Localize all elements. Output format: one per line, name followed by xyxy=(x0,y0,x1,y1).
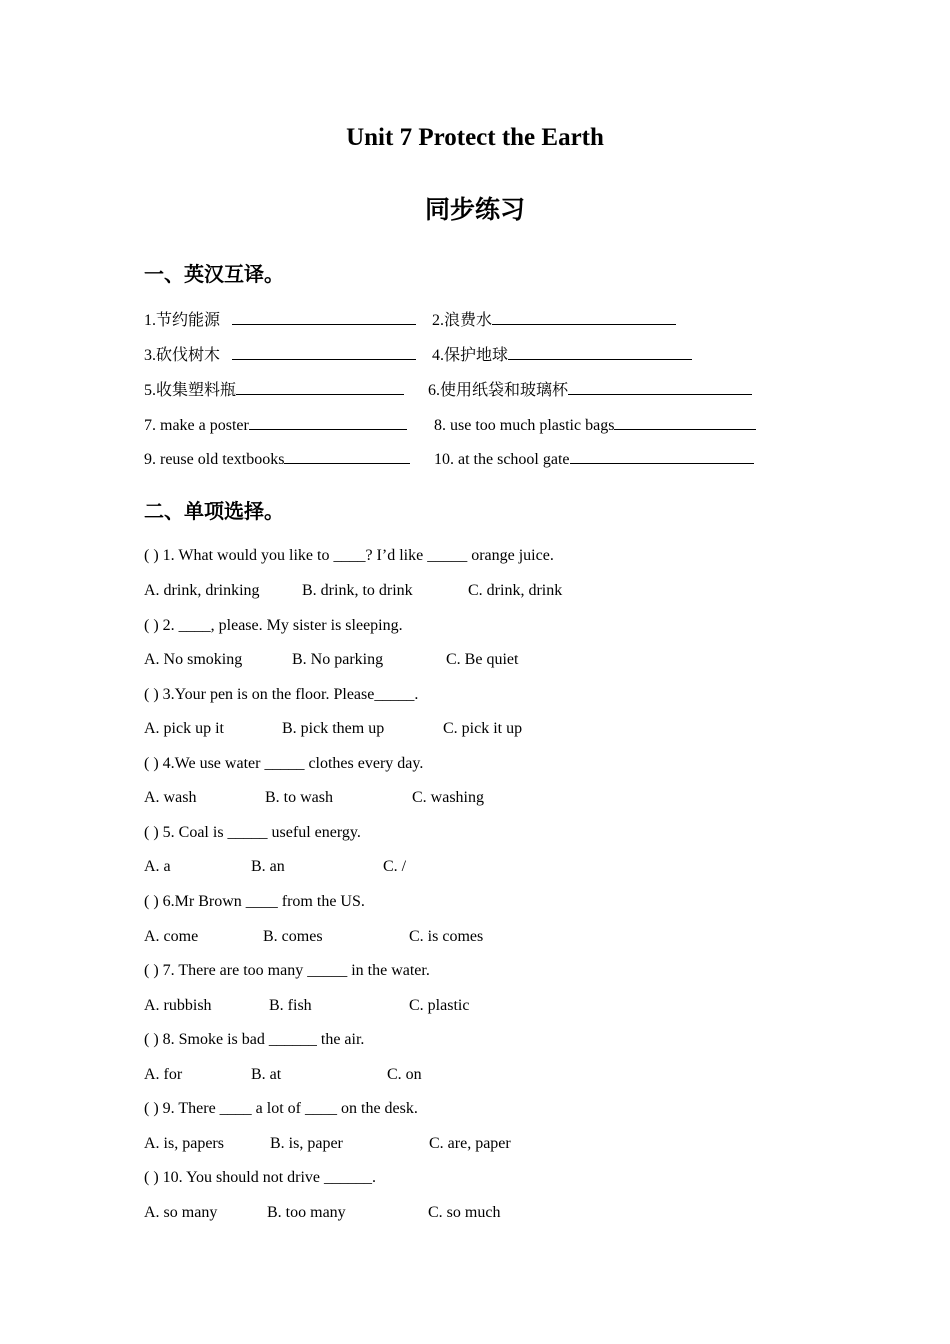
option-c[interactable]: C. drink, drink xyxy=(468,582,563,599)
answer-blank[interactable] xyxy=(232,345,416,360)
translation-item: 9. reuse old textbooks xyxy=(144,449,410,470)
answer-blank[interactable] xyxy=(232,310,416,325)
option-c[interactable]: C. Be quiet xyxy=(446,651,519,668)
option-b[interactable]: B. pick them up xyxy=(282,720,385,737)
question-4: ( ) 4.We use water _____ clothes every day. xyxy=(144,755,424,772)
option-a[interactable]: A. No smoking xyxy=(144,651,243,668)
question-6: ( ) 6.Mr Brown ____ from the US. xyxy=(144,893,365,910)
option-b[interactable]: B. at xyxy=(251,1066,282,1083)
section-heading-multiple-choice: 二、单项选择。 xyxy=(144,499,284,523)
translation-item: 3.砍伐树木 xyxy=(144,345,416,366)
option-a[interactable]: A. for xyxy=(144,1066,183,1083)
option-a[interactable]: A. a xyxy=(144,858,171,875)
option-c[interactable]: C. is comes xyxy=(409,928,484,945)
option-a[interactable]: A. rubbish xyxy=(144,997,212,1014)
option-c[interactable]: C. on xyxy=(387,1066,422,1083)
answer-blank[interactable] xyxy=(614,415,756,430)
question-2: ( ) 2. ____, please. My sister is sleeping. xyxy=(144,617,403,634)
translation-item: 4.保护地球 xyxy=(432,345,692,366)
question-9: ( ) 9. There ____ a lot of ____ on the desk. xyxy=(144,1100,418,1117)
option-a[interactable]: A. drink, drinking xyxy=(144,582,260,599)
option-b[interactable]: B. to wash xyxy=(265,789,333,806)
question-1: ( ) 1. What would you like to ____? I’d like _____ orange juice. xyxy=(144,547,554,564)
page-title: Unit 7 Protect the Earth xyxy=(346,124,604,151)
option-c[interactable]: C. plastic xyxy=(409,997,470,1014)
question-8: ( ) 8. Smoke is bad ______ the air. xyxy=(144,1031,365,1048)
option-b[interactable]: B. too many xyxy=(267,1204,346,1221)
answer-blank[interactable] xyxy=(236,380,404,395)
option-b[interactable]: B. No parking xyxy=(292,651,384,668)
question-7: ( ) 7. There are too many _____ in the water. xyxy=(144,962,430,979)
translation-item: 6.使用纸袋和玻璃杯 xyxy=(428,380,752,401)
option-b[interactable]: B. comes xyxy=(263,928,323,945)
section-heading-translation: 一、英汉互译。 xyxy=(144,262,284,286)
option-a[interactable]: A. pick up it xyxy=(144,720,224,737)
question-10: ( ) 10. You should not drive ______. xyxy=(144,1169,377,1186)
option-a[interactable]: A. is, papers xyxy=(144,1135,224,1152)
option-b[interactable]: B. is, paper xyxy=(270,1135,343,1152)
option-a[interactable]: A. come xyxy=(144,928,199,945)
question-5: ( ) 5. Coal is _____ useful energy. xyxy=(144,824,361,841)
option-b[interactable]: B. drink, to drink xyxy=(302,582,413,599)
option-c[interactable]: C. are, paper xyxy=(429,1135,511,1152)
translation-item: 10. at the school gate xyxy=(434,449,754,470)
translation-item: 7. make a poster xyxy=(144,415,407,436)
translation-item: 1.节约能源 xyxy=(144,310,416,331)
option-c[interactable]: C. so much xyxy=(428,1204,501,1221)
option-c[interactable]: C. washing xyxy=(412,789,484,806)
question-3: ( ) 3.Your pen is on the floor. Please_____. xyxy=(144,686,419,703)
answer-blank[interactable] xyxy=(570,449,754,464)
answer-blank[interactable] xyxy=(508,345,692,360)
answer-blank[interactable] xyxy=(568,380,752,395)
option-b[interactable]: B. fish xyxy=(269,997,312,1014)
translation-item: 8. use too much plastic bags xyxy=(434,415,756,436)
translation-item: 5.收集塑料瓶 xyxy=(144,380,404,401)
option-c[interactable]: C. pick it up xyxy=(443,720,523,737)
option-c[interactable]: C. / xyxy=(383,858,407,875)
page-subtitle: 同步练习 xyxy=(424,197,525,224)
option-a[interactable]: A. wash xyxy=(144,789,197,806)
translation-item: 2.浪费水 xyxy=(432,310,676,331)
answer-blank[interactable] xyxy=(249,415,407,430)
option-a[interactable]: A. so many xyxy=(144,1204,218,1221)
answer-blank[interactable] xyxy=(284,449,410,464)
answer-blank[interactable] xyxy=(492,310,676,325)
option-b[interactable]: B. an xyxy=(251,858,285,875)
